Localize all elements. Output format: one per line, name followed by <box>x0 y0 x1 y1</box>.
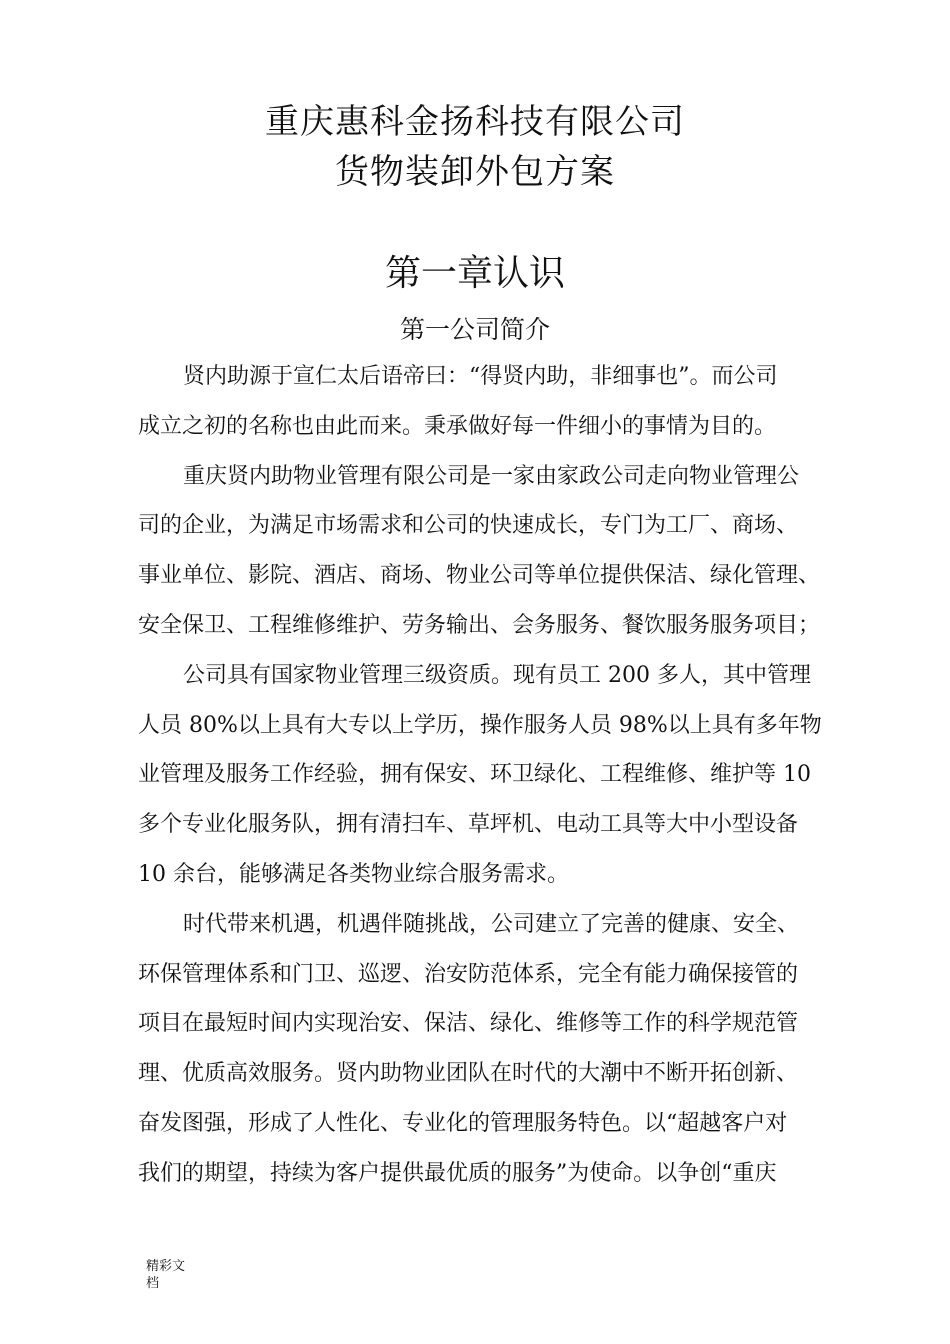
paragraph-3-line-2: 人员 80%以上具有大专以上学历，操作服务人员 98%以上具有多年物 <box>138 712 822 738</box>
section-heading: 第一公司简介 <box>399 315 550 344</box>
paragraph-3-line-1: 公司具有国家物业管理三级资质。现有员工 200 多人，其中管理 <box>183 662 811 688</box>
paragraph-1-line-2: 成立之初的名称也由此而来。秉承做好每一件细小的事情为目的。 <box>138 413 777 439</box>
footer-line-1: 精彩文 <box>146 1259 186 1274</box>
page-footer <box>146 1258 206 1292</box>
paragraph-2-line-2: 司的企业，为满足市场需求和公司的快速成长，专门为工厂、商场、 <box>138 513 799 539</box>
document-title-line-2: 货物装卸外包方案 <box>335 152 615 192</box>
paragraph-4-line-1: 时代带来机遇，机遇伴随挑战，公司建立了完善的健康、安全、 <box>183 911 800 937</box>
paragraph-1-line-1: 贤内助源于宣仁太后语帝曰：“得贤内助，非细事也”。而公司 <box>183 364 778 389</box>
paragraph-4-line-4: 理、优质高效服务。贤内助物业团队在时代的大潮中不断开拓创新、 <box>138 1061 799 1087</box>
document-title-line-1: 重庆惠科金扬科技有限公司 <box>265 102 685 142</box>
paragraph-2-line-1: 重庆贤内助物业管理有限公司是一家由家政公司走向物业管理公 <box>183 463 800 489</box>
paragraph-4-line-6: 我们的期望，持续为客户提供最优质的服务”为使命。以争创“重庆 <box>138 1160 777 1186</box>
footer-line-2: 档 <box>146 1276 160 1291</box>
paragraph-2-line-4: 安全保卫、工程维修维护、劳务输出、会务服务、餐饮服务服务项目； <box>138 612 821 638</box>
paragraph-3-line-3: 业管理及服务工作经验，拥有保安、环卫绿化、工程维修、维护等 10 <box>138 762 811 788</box>
chapter-heading: 第一章认识 <box>384 253 565 294</box>
paragraph-4-line-3: 项目在最短时间内实现治安、保洁、绿化、维修等工作的科学规范管 <box>138 1011 799 1037</box>
paragraph-3-line-4: 多个专业化服务队，拥有清扫车、草坪机、电动工具等大中小型设备 <box>138 812 799 838</box>
paragraph-3-line-5: 10 余台，能够满足各类物业综合服务需求。 <box>138 861 569 887</box>
paragraph-4-line-2: 环保管理体系和门卫、巡逻、治安防范体系，完全有能力确保接管的 <box>138 961 799 987</box>
paragraph-4-line-5: 奋发图强，形成了人性化、专业化的管理服务特色。以“超越客户对 <box>138 1110 788 1136</box>
body-text <box>138 352 828 1199</box>
paragraph-2-line-3: 事业单位、影院、酒店、商场、物业公司等单位提供保洁、绿化管理、 <box>138 563 821 589</box>
